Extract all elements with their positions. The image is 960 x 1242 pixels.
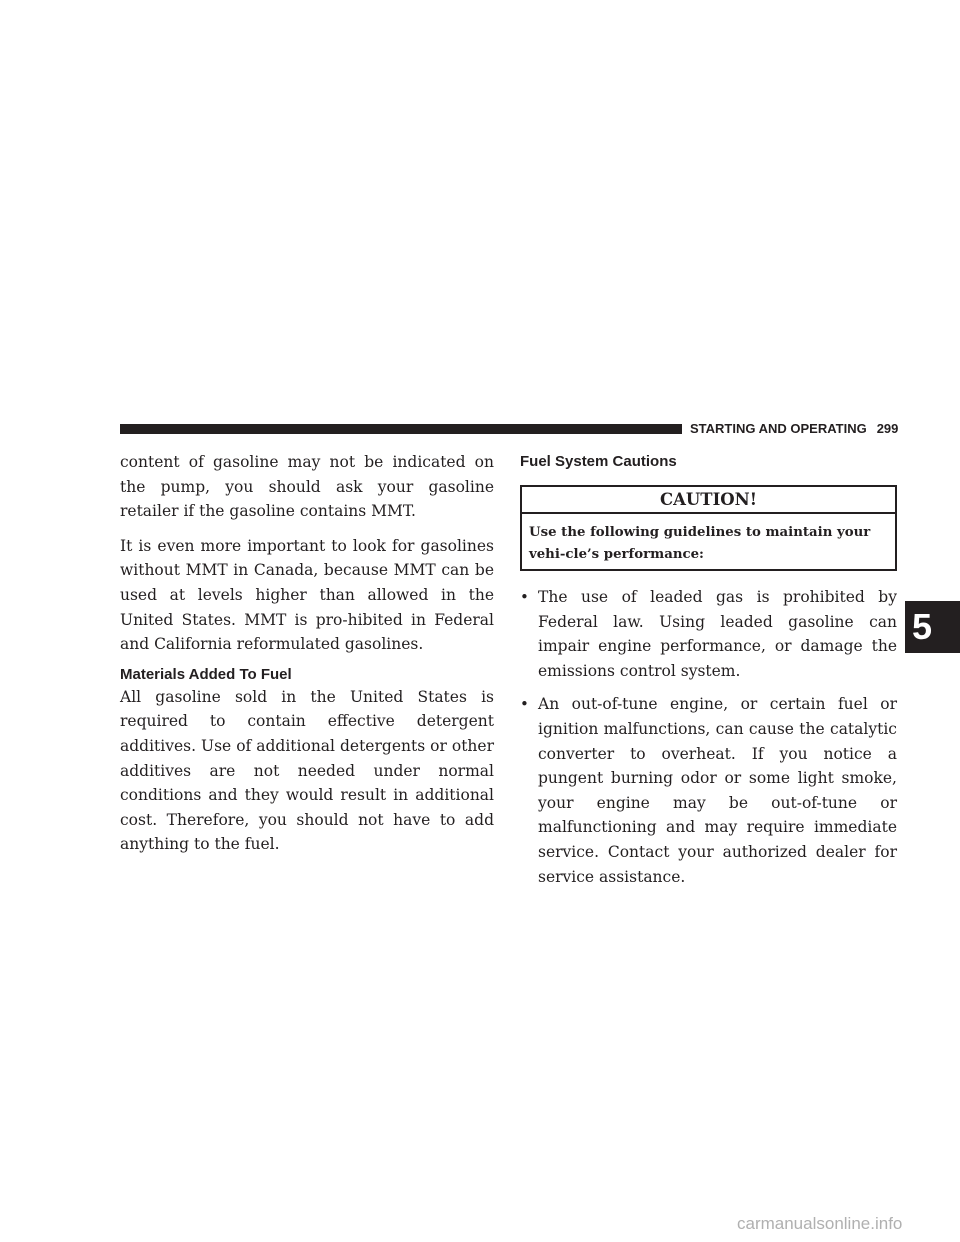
page-number: 299 — [876, 421, 899, 436]
right-column — [520, 450, 897, 898]
chapter-tab: 5 — [905, 601, 960, 653]
running-header — [690, 421, 910, 437]
paragraph-detergent-additives: All gasoline sold in the United States is required to contain effective detergent additives. Use of additional detergents or other additives are not needed under normal conditions and they would result in additional cost. Therefore, you should not have to add anything to the fuel. — [120, 687, 494, 854]
caution-title: CAUTION! — [522, 487, 895, 514]
paragraph-mmt-retailer: content of gasoline may not be indicated on the pump, you should ask your gasoline retailer if the gasoline contains MMT. — [120, 453, 494, 521]
left-column — [120, 450, 494, 867]
caution-bullet-list — [520, 585, 897, 889]
watermark: carmanualsonline.info — [737, 1214, 903, 1233]
caution-box — [520, 485, 897, 571]
heading-materials-added: Materials Added To Fuel — [120, 665, 292, 683]
list-item — [520, 692, 897, 889]
list-item — [520, 585, 897, 683]
bullet-text: An out-of-tune engine, or certain fuel or ignition malfunctions, can cause the catalytic converter to overheat. If you notice a pungent burning odor or some light smoke, your engine may be out-of-tune or malfunctioning and may require immediate service. Contact your authorized dealer for service assistance. — [538, 695, 897, 886]
section-title: STARTING AND OPERATING — [690, 421, 867, 436]
paragraph-mmt-canada: It is even more important to look for gasolines without MMT in Canada, because MMT can be used at levels higher than allowed in the United States. MMT is pro-hibited in Federal and California reformulated gasolines. — [120, 536, 494, 654]
bullet-icon: • — [520, 588, 529, 606]
heading-fuel-system-cautions: Fuel System Cautions — [520, 453, 677, 470]
bullet-text: The use of leaded gas is prohibited by Federal law. Using leaded gasoline can impair engine performance, or damage the emissions control system. — [538, 588, 897, 680]
bullet-icon: • — [520, 695, 529, 714]
header-rule — [120, 424, 682, 434]
caution-text: Use the following guidelines to maintain your vehi-cle’s performance: — [529, 525, 871, 562]
